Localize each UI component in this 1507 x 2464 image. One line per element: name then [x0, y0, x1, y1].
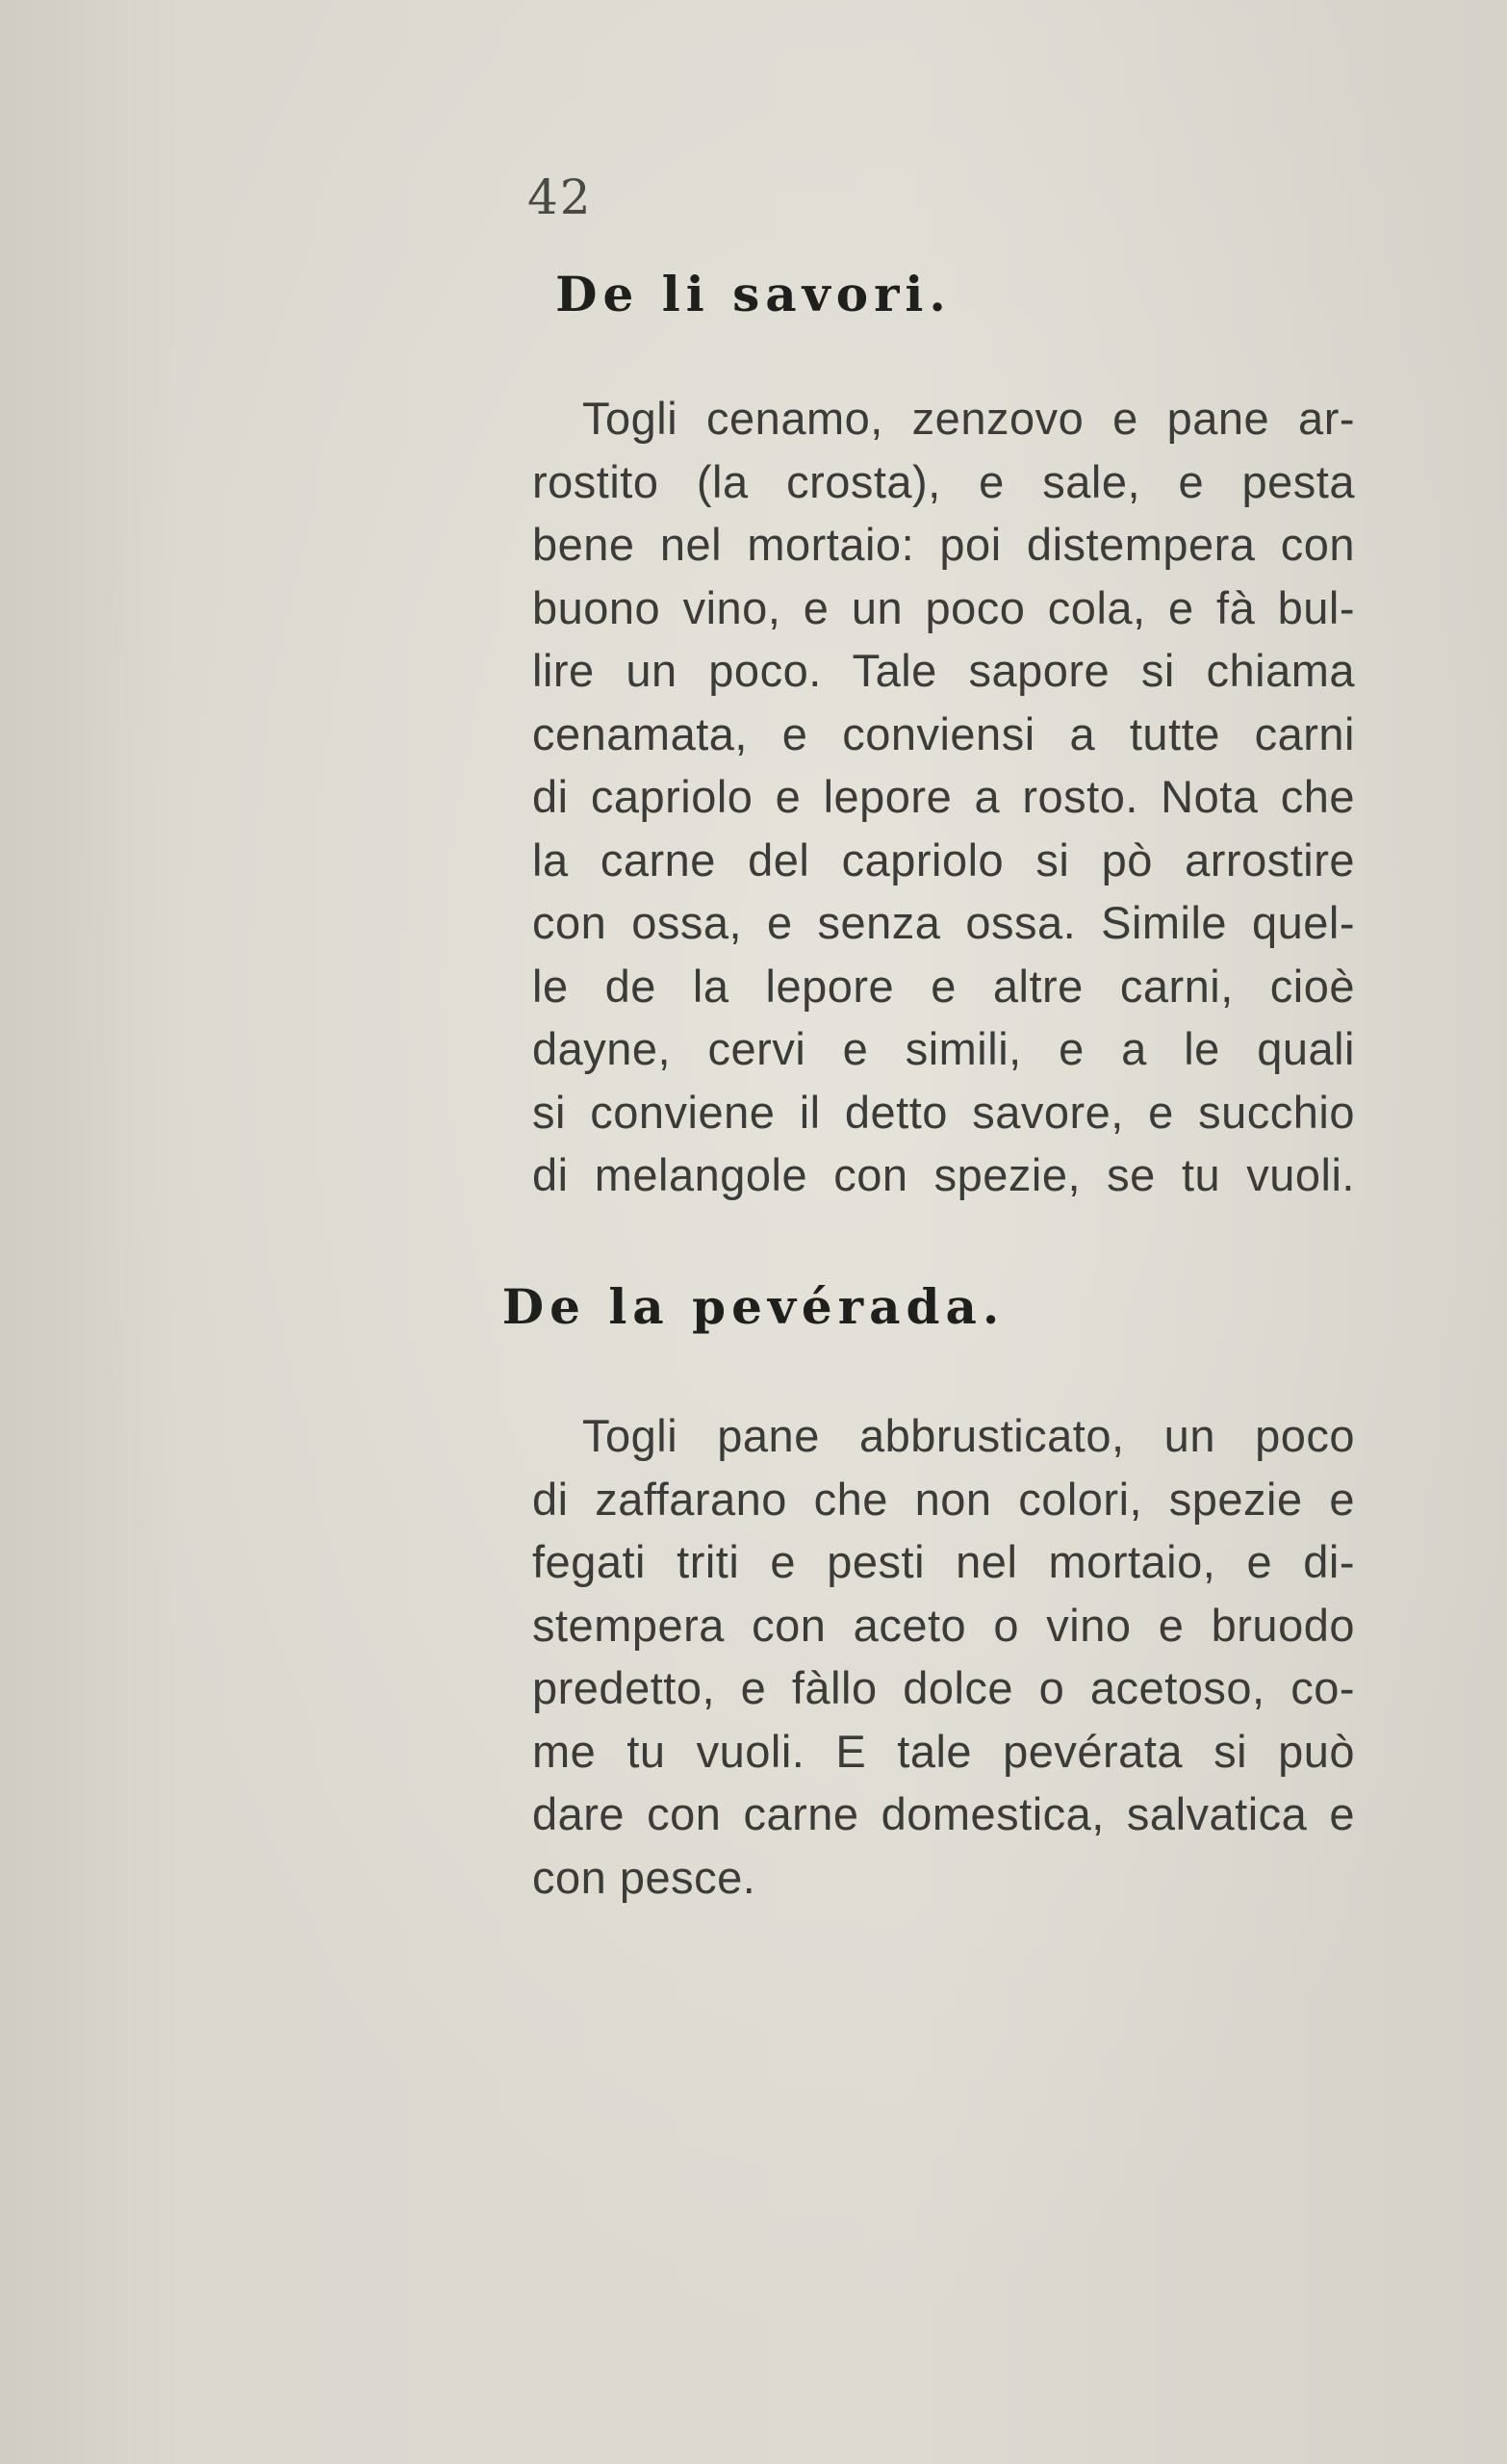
text-line: dayne, cervi e simili, e a le quali	[532, 1023, 1355, 1074]
text-line: buono vino, e un poco cola, e fà bul-	[532, 581, 1355, 633]
text-line: me tu vuoli. E tale pevérata si può	[532, 1725, 1355, 1777]
section-heading-peverada: De la pevérada.	[501, 1278, 1006, 1335]
text-line: lire un poco. Tale sapore si chiama	[532, 645, 1355, 696]
text-line: di zaffarano che non colori, spezie e	[532, 1473, 1355, 1525]
text-line: fegati triti e pesti nel mortaio, e di-	[532, 1536, 1355, 1587]
text-line: con ossa, e senza ossa. Simile quel-	[532, 897, 1355, 948]
section-body-savori	[532, 387, 1355, 1207]
text-line: di melangole con spezie, se tu vuoli.	[532, 1149, 1355, 1200]
text-line: stempera con aceto o vino e bruodo	[532, 1599, 1355, 1651]
text-line: Togli cenamo, zenzovo e pane ar-	[582, 393, 1355, 444]
text-line: si conviene il detto savore, e succhio	[532, 1086, 1355, 1138]
text-line: Togli pane abbrusticato, un poco	[582, 1410, 1355, 1461]
text-line: con pesce.	[532, 1851, 756, 1903]
text-line: di capriolo e lepore a rosto. Nota che	[532, 771, 1355, 822]
section-heading-savori: De li savori.	[555, 266, 952, 322]
text-line: dare con carne domestica, salvatica e	[532, 1788, 1355, 1839]
text-line: predetto, e fàllo dolce o acetoso, co-	[532, 1662, 1355, 1713]
page-number: 42	[527, 169, 593, 225]
text-line: le de la lepore e altre carni, cioè	[532, 960, 1355, 1012]
text-line: la carne del capriolo si pò arrostire	[532, 834, 1355, 886]
text-line: cenamata, e conviensi a tutte carni	[532, 707, 1355, 759]
text-line: rostito (la crosta), e sale, e pesta	[532, 455, 1355, 507]
section-body-peverada	[532, 1404, 1355, 1909]
text-line: bene nel mortaio: poi distempera con	[532, 519, 1355, 570]
